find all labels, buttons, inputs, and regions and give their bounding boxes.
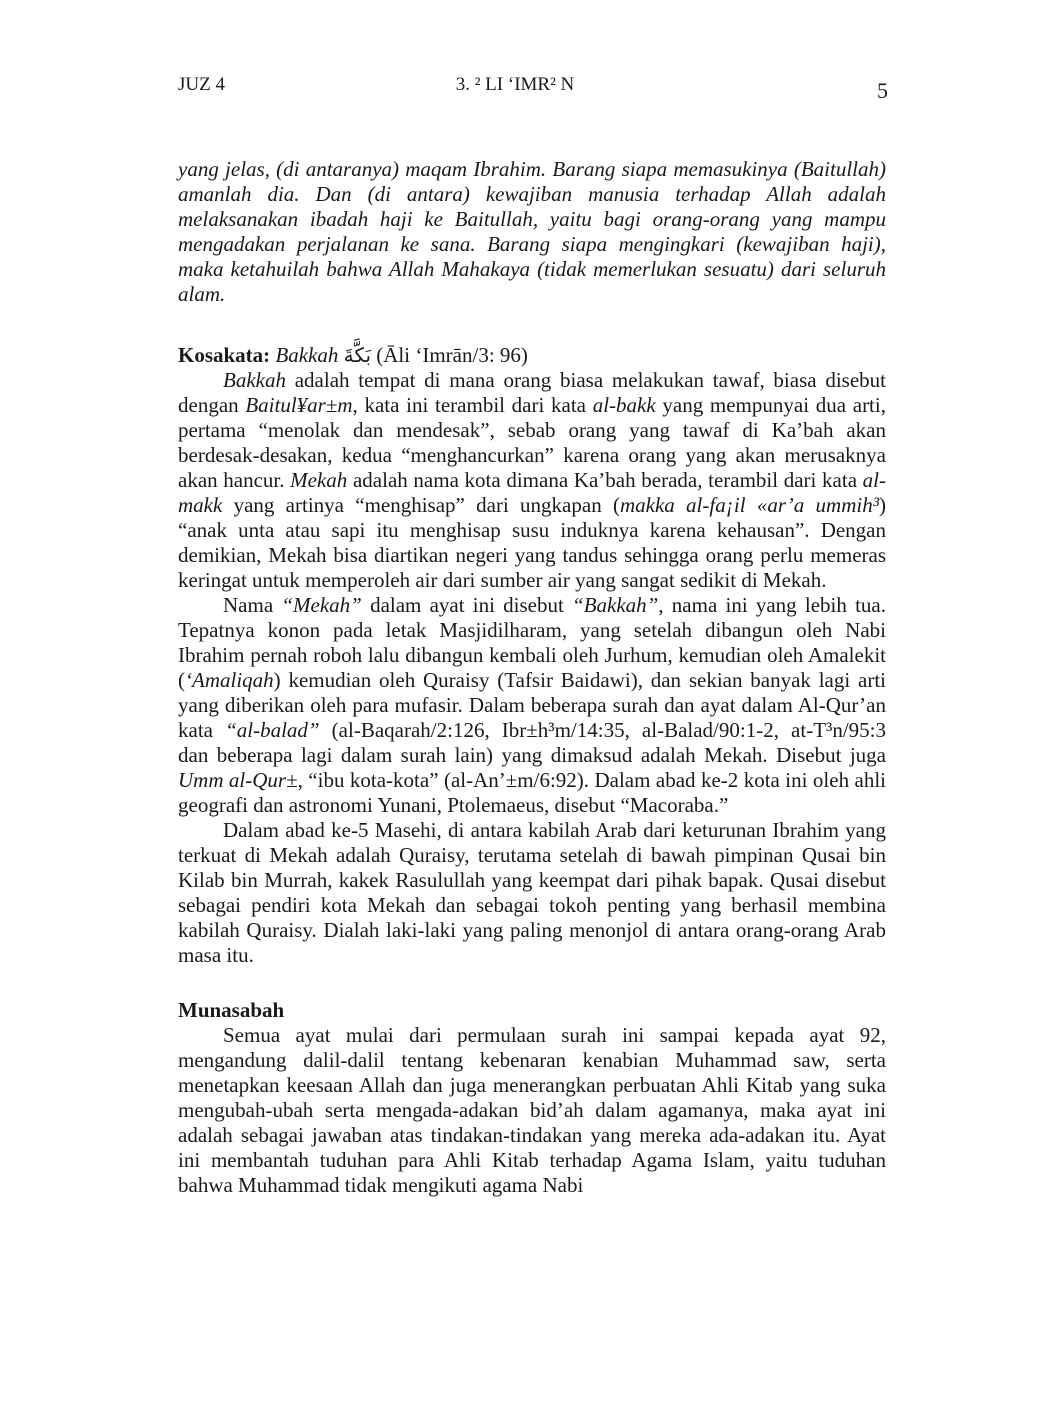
paragraph-bakkah <box>178 368 886 593</box>
text-run: Nama <box>223 593 282 617</box>
term-amaliqah: ‘Amaliqah <box>185 668 274 692</box>
page-body <box>178 157 886 1198</box>
text-run: ) “anak unta atau sapi itu menghisap susu induknya karena kehausan”. Dengan demikian, Mekah bisa diartikan negeri yang tandus sehingga orang perlu memeras keringat untuk memperoleh air dari sumber air yang sangat sedikit di Mekah. <box>178 493 886 592</box>
munasabah-text: Semua ayat mulai dari permulaan surah ini sampai kepada ayat 92, mengandung dalil-dalil tentang kebenaran kenabian Muhammad saw, serta menetapkan keesaan Allah dan juga menerangkan perbuatan Ahli Kitab yang suka mengubah-ubah serta mengada-adakan bid’ah dalam agamanya, maka ayat ini adalah sebagai jawaban atas tindakan-tindakan yang mereka ada-adakan itu. Ayat ini membantah tuduhan para Ahli Kitab terhadap Agama Islam, yaitu tuduhan bahwa Muhammad tidak mengikuti agama Nabi <box>178 1023 886 1197</box>
term-al-balad: “al-balad” <box>225 718 320 742</box>
kosakata-arabic: بَكَّةَ <box>343 343 372 367</box>
paragraph-abad-ke-5: Dalam abad ke-5 Masehi, di antara kabilah Arab dari keturunan Ibrahim yang terkuat di Mekah adalah Quraisy, terutama setelah di bawah pimpinan Qusai bin Kilab bin Murrah, kakek Rasulullah yang keempat dari pihak bapak. Qusai disebut sebagai pendiri kota Mekah dan sebagai tokoh penting yang berhasil membina kabilah Quraisy. Dialah laki-laki yang paling menonjol di antara orang-orang Arab masa itu. <box>178 818 886 967</box>
term-al-bakk: al-bakk <box>592 393 656 417</box>
text-run: , kata ini terambil dari kata <box>352 393 593 417</box>
munasabah-heading: Munasabah <box>178 998 285 1022</box>
kosakata-term: Bakkah <box>275 343 339 367</box>
surah-title: 3. ² LI ‘IMR² N <box>455 74 575 95</box>
term-mekah: Mekah <box>290 468 348 492</box>
term-bakkah-quoted: “Bakkah” <box>572 593 659 617</box>
term-mekah-quoted: “Mekah” <box>281 593 362 617</box>
term-umm-al-qura: Umm al-Qur± <box>178 768 298 792</box>
juz-label: JUZ 4 <box>178 74 225 95</box>
text-run: adalah nama kota dimana Ka’bah berada, terambil dari kata <box>347 468 863 492</box>
page-header <box>178 72 888 106</box>
text-run: (al-Baqarah/2:126, Ibr±h³m/14:35, al-Balad/90:1-2, at-T³n/95:3 dan beberapa lagi dalam surah lain) yang dimaksud adalah Mekah. Disebut juga <box>178 718 886 767</box>
text-run: , nama ini yang lebih tua. Tepatnya konon pada letak Masjidilharam, yang setelah dibangun oleh Nabi Ibrahim pernah roboh lalu dibangun kembali oleh Jurhum, kemudian oleh Amalekit ( <box>178 593 886 692</box>
term-al-makk: al-makk <box>178 468 886 517</box>
text-run: yang mempunyai dua arti, pertama “menolak dan mendesak”, sebab orang yang tawaf di Ka’bah akan berdesak-desakan, kedua “menghancurkan” karena orang yang akan merusaknya akan hancur. <box>178 393 886 492</box>
kosakata-label: Kosakata: <box>178 343 271 367</box>
text-run: adalah tempat di mana orang biasa melakukan tawaf, biasa disebut dengan <box>178 368 886 417</box>
text-run: yang artinya “menghisap” dari ungkapan ( <box>222 493 620 517</box>
verse-translation: yang jelas, (di antaranya) maqam Ibrahim. Barang siapa memasukinya (Baitullah) amanlah dia. Dan (di antara) kewajiban manusia terhadap Allah adalah melaksanakan ibadah haji ke Baitullah, yaitu bagi orang-orang yang mampu mengadakan perjalanan ke sana. Barang siapa mengingkari (kewajiban haji), maka ketahuilah bahwa Allah Mahakaya (tidak memerlukan sesuatu) dari seluruh alam. <box>178 157 886 306</box>
kosakata-reference: (Āli ‘Imrān/3: 96) <box>376 343 528 367</box>
term-bakkah: Bakkah <box>223 368 286 392</box>
page-number: 5 <box>877 78 888 103</box>
text-run: ) kemudian oleh Quraisy (Tafsir Baidawi), dan sekian banyak lagi arti yang diberikan oleh para mufasir. Dalam beberapa surah dan ayat dalam Al-Qur’an kata <box>178 668 886 742</box>
term-baitul-haram: Baitul¥ar±m <box>245 393 353 417</box>
term-arabic-phrase: makka al-fa¡il «ar’a ummih³ <box>619 493 879 517</box>
kosakata-line <box>178 343 886 368</box>
text-run: , “ibu kota-kota” (al-An’±m/6:92). Dalam abad ke-2 kota ini oleh ahli geografi dan astronomi Yunani, Ptolemaeus, disebut “Macoraba.” <box>178 768 886 817</box>
text-run: dalam ayat ini disebut <box>361 593 573 617</box>
paragraph-nama-mekah <box>178 593 886 818</box>
